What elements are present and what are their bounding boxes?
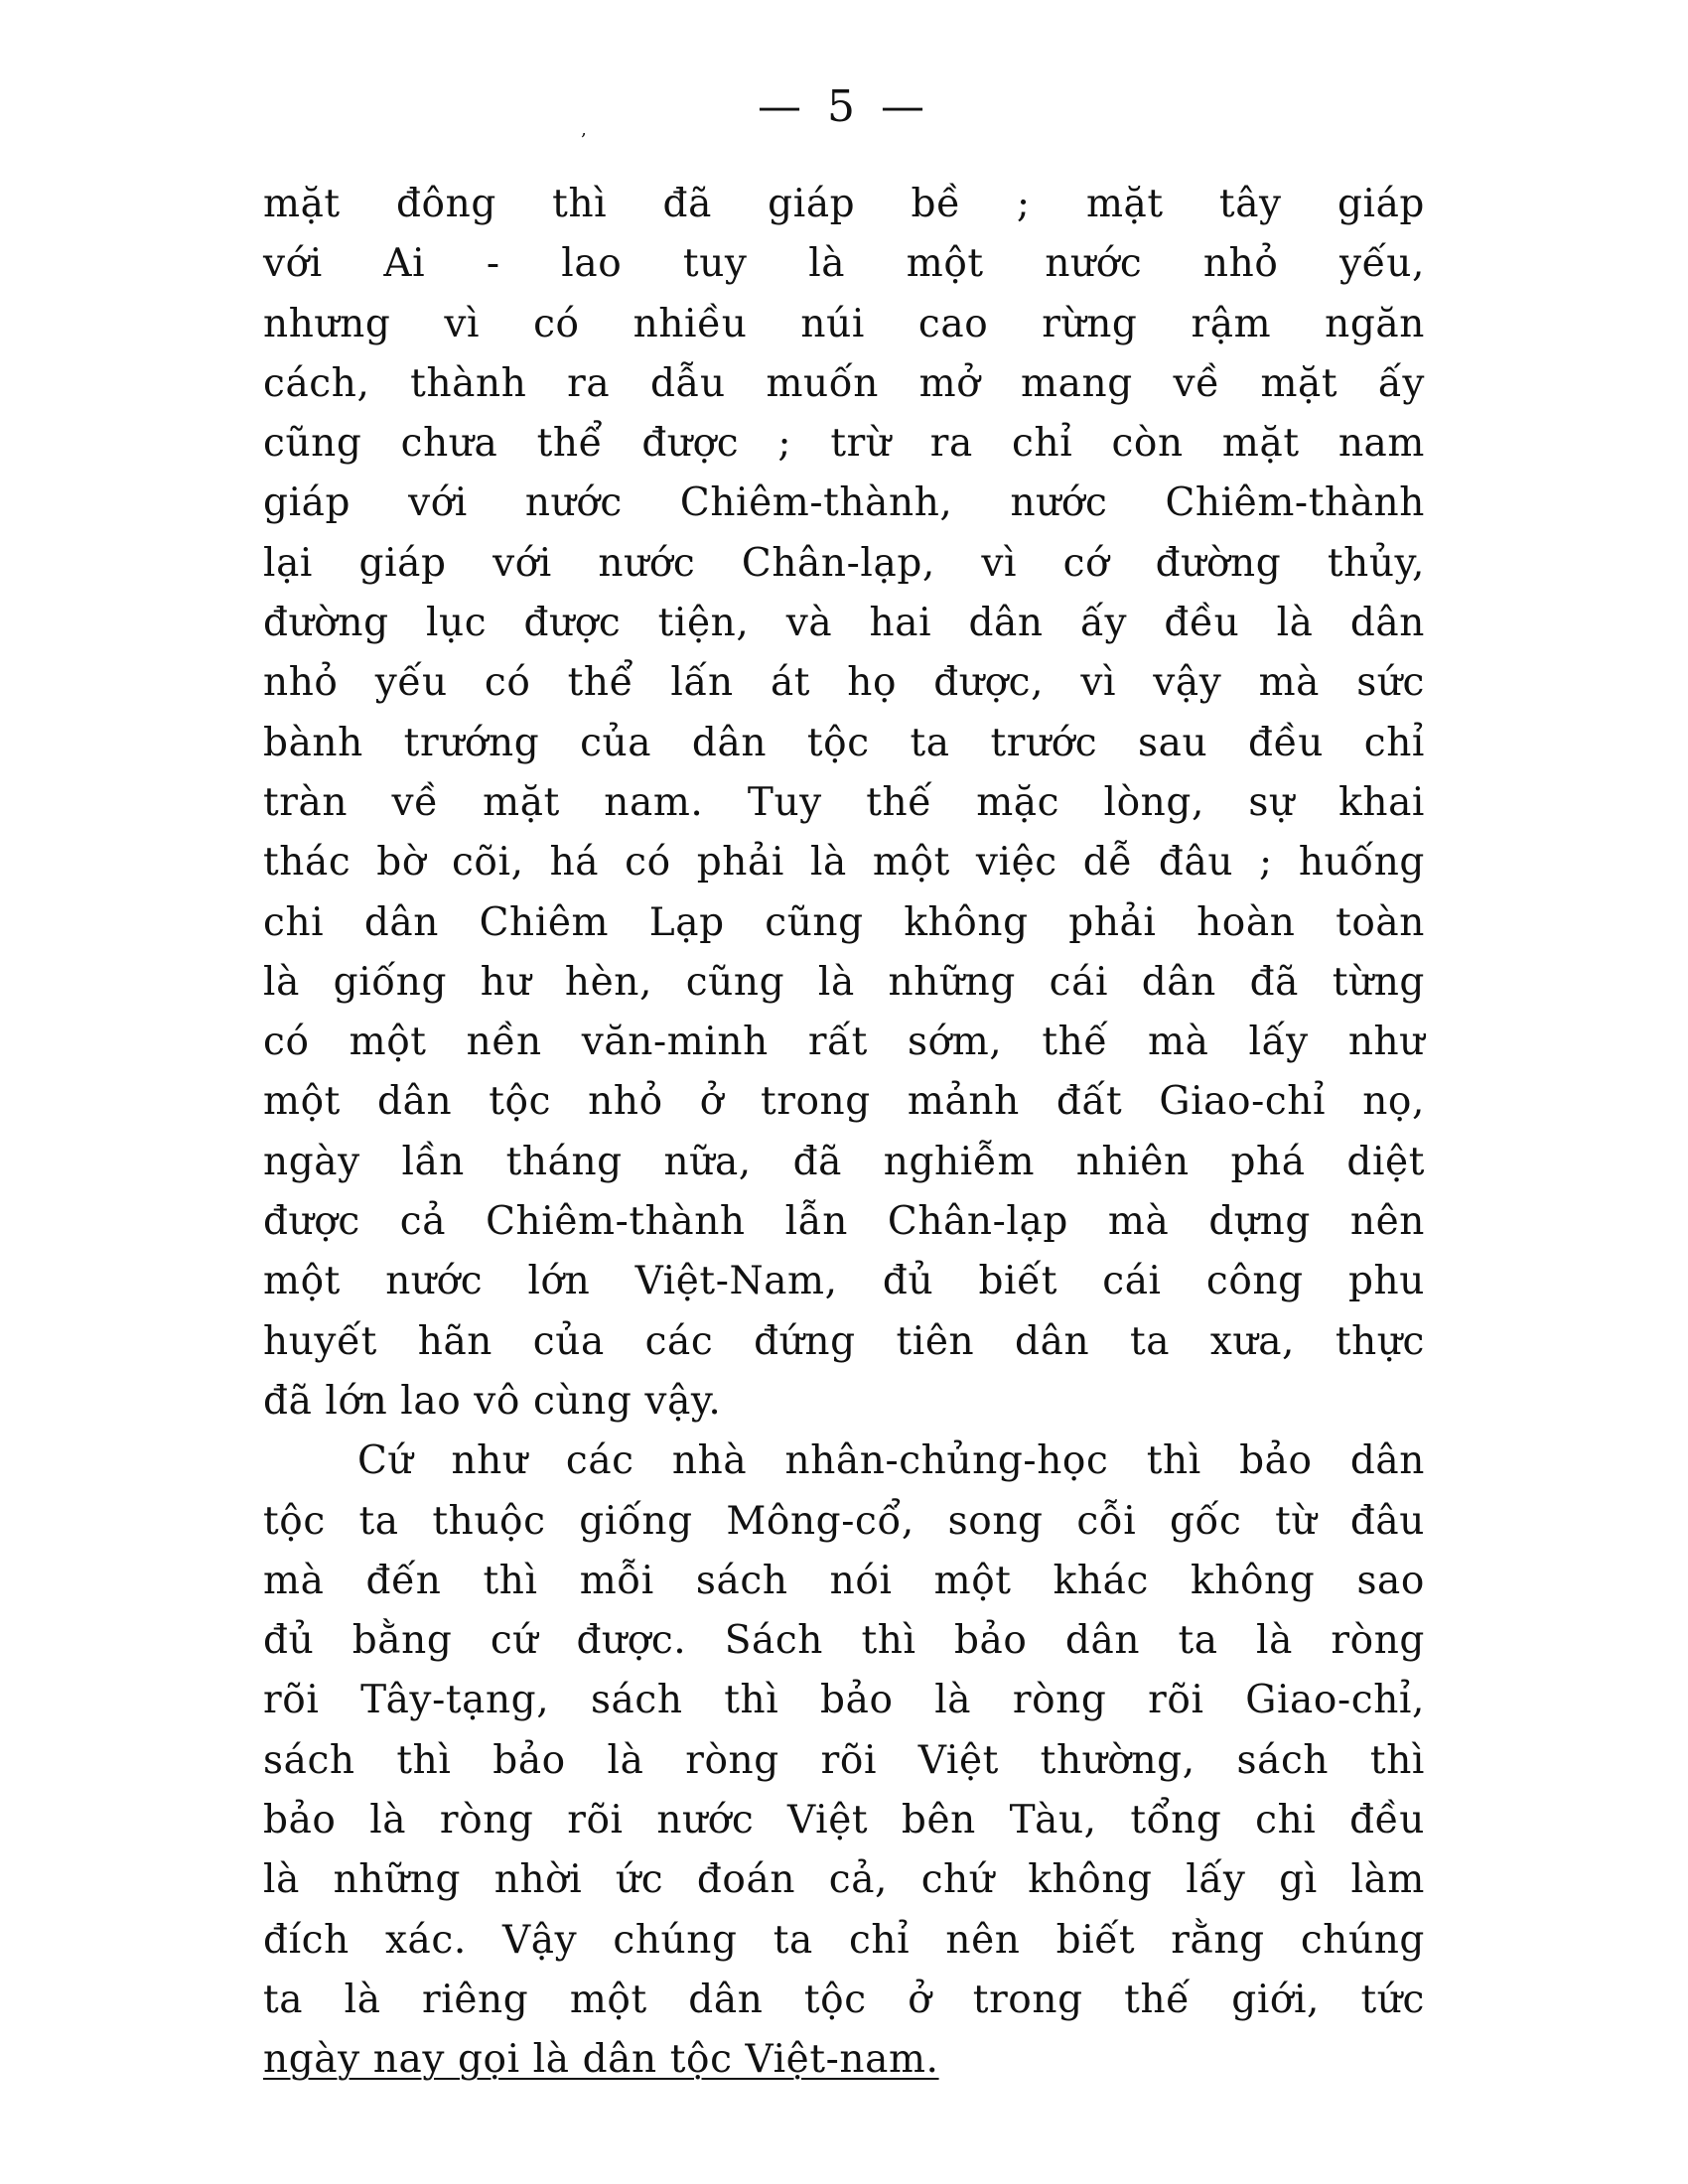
body-text [263,175,1425,2091]
text-line: sách thì bảo là ròng rõi Việt thường, sách thì [263,1737,1425,1783]
text-line: là giống hư hèn, cũng là những cái dân đã từng [263,959,1425,1005]
text-line: ta là riêng một dân tộc ở trong thế giới, tức [263,1977,1425,2022]
page-number: — 5 — [758,81,930,132]
text-line: ngày lần tháng nữa, đã nghiễm nhiên phá diệt [263,1139,1425,1184]
text-line: đủ bằng cứ được. Sách thì bảo dân ta là ròng [263,1618,1425,1664]
text-line: mà đến thì mỗi sách nói một khác không sao [263,1558,1425,1603]
text-line: ngày nay gọi là dân tộc Việt-nam. [263,2037,939,2083]
text-line: tộc ta thuộc giống Mông-cổ, song cỗi gốc từ đâu [263,1498,1425,1544]
text-line: giáp với nước Chiêm-thành, nước Chiêm-thành [263,480,1425,526]
text-line: mặt đông thì đã giáp bề ; mặt tây giáp [263,182,1425,226]
text-line: Cứ như các nhà nhân-chủng-học thì bảo dân [357,1438,1425,1484]
text-line: được cả Chiêm-thành lẫn Chân-lạp mà dựng nên [263,1199,1425,1245]
text-line: là những nhời ức đoán cả, chứ không lấy gì làm [263,1857,1425,1903]
text-line: đã lớn lao vô cùng vậy. [263,1378,722,1424]
text-line: đường lục được tiện, và hai dân ấy đều là dân [263,601,1425,646]
text-line: thác bờ cõi, há có phải là một việc dễ đâu ; huống [263,840,1425,886]
print-speck: ‚ [581,119,587,140]
text-line: cũng chưa thể được ; trừ ra chỉ còn mặt nam [263,421,1425,467]
text-line: với Ai - lao tuy là một nước nhỏ yếu, [263,241,1425,287]
text-line: tràn về mặt nam. Tuy thế mặc lòng, sự khai [263,779,1425,825]
text-line: huyết hãn của các đứng tiên dân ta xưa, thực [263,1318,1425,1364]
text-line: bành trướng của dân tộc ta trước sau đều chỉ [263,720,1425,765]
text-line: rõi Tây-tạng, sách thì bảo là ròng rõi Giao-chỉ, [263,1678,1425,1723]
text-line: lại giáp với nước Chân-lạp, vì cớ đường thủy, [263,540,1425,586]
text-line: đích xác. Vậy chúng ta chỉ nên biết rằng chúng [263,1917,1425,1963]
text-line: cách, thành ra dẫu muốn mở mang về mặt ấy [263,360,1425,406]
text-line: bảo là ròng rõi nước Việt bên Tàu, tổng chi đều [263,1798,1425,1843]
text-line: có một nền văn-minh rất sớm, thế mà lấy như [263,1020,1425,1065]
text-line: một nước lớn Việt-Nam, đủ biết cái công phu [263,1259,1425,1304]
text-line: nhỏ yếu có thể lấn át họ được, vì vậy mà sức [263,660,1425,706]
text-line: một dân tộc nhỏ ở trong mảnh đất Giao-chỉ nọ, [263,1079,1425,1125]
text-line: chi dân Chiêm Lạp cũng không phải hoàn toàn [263,899,1425,945]
text-line: nhưng vì có nhiều núi cao rừng rậm ngăn [263,301,1425,346]
